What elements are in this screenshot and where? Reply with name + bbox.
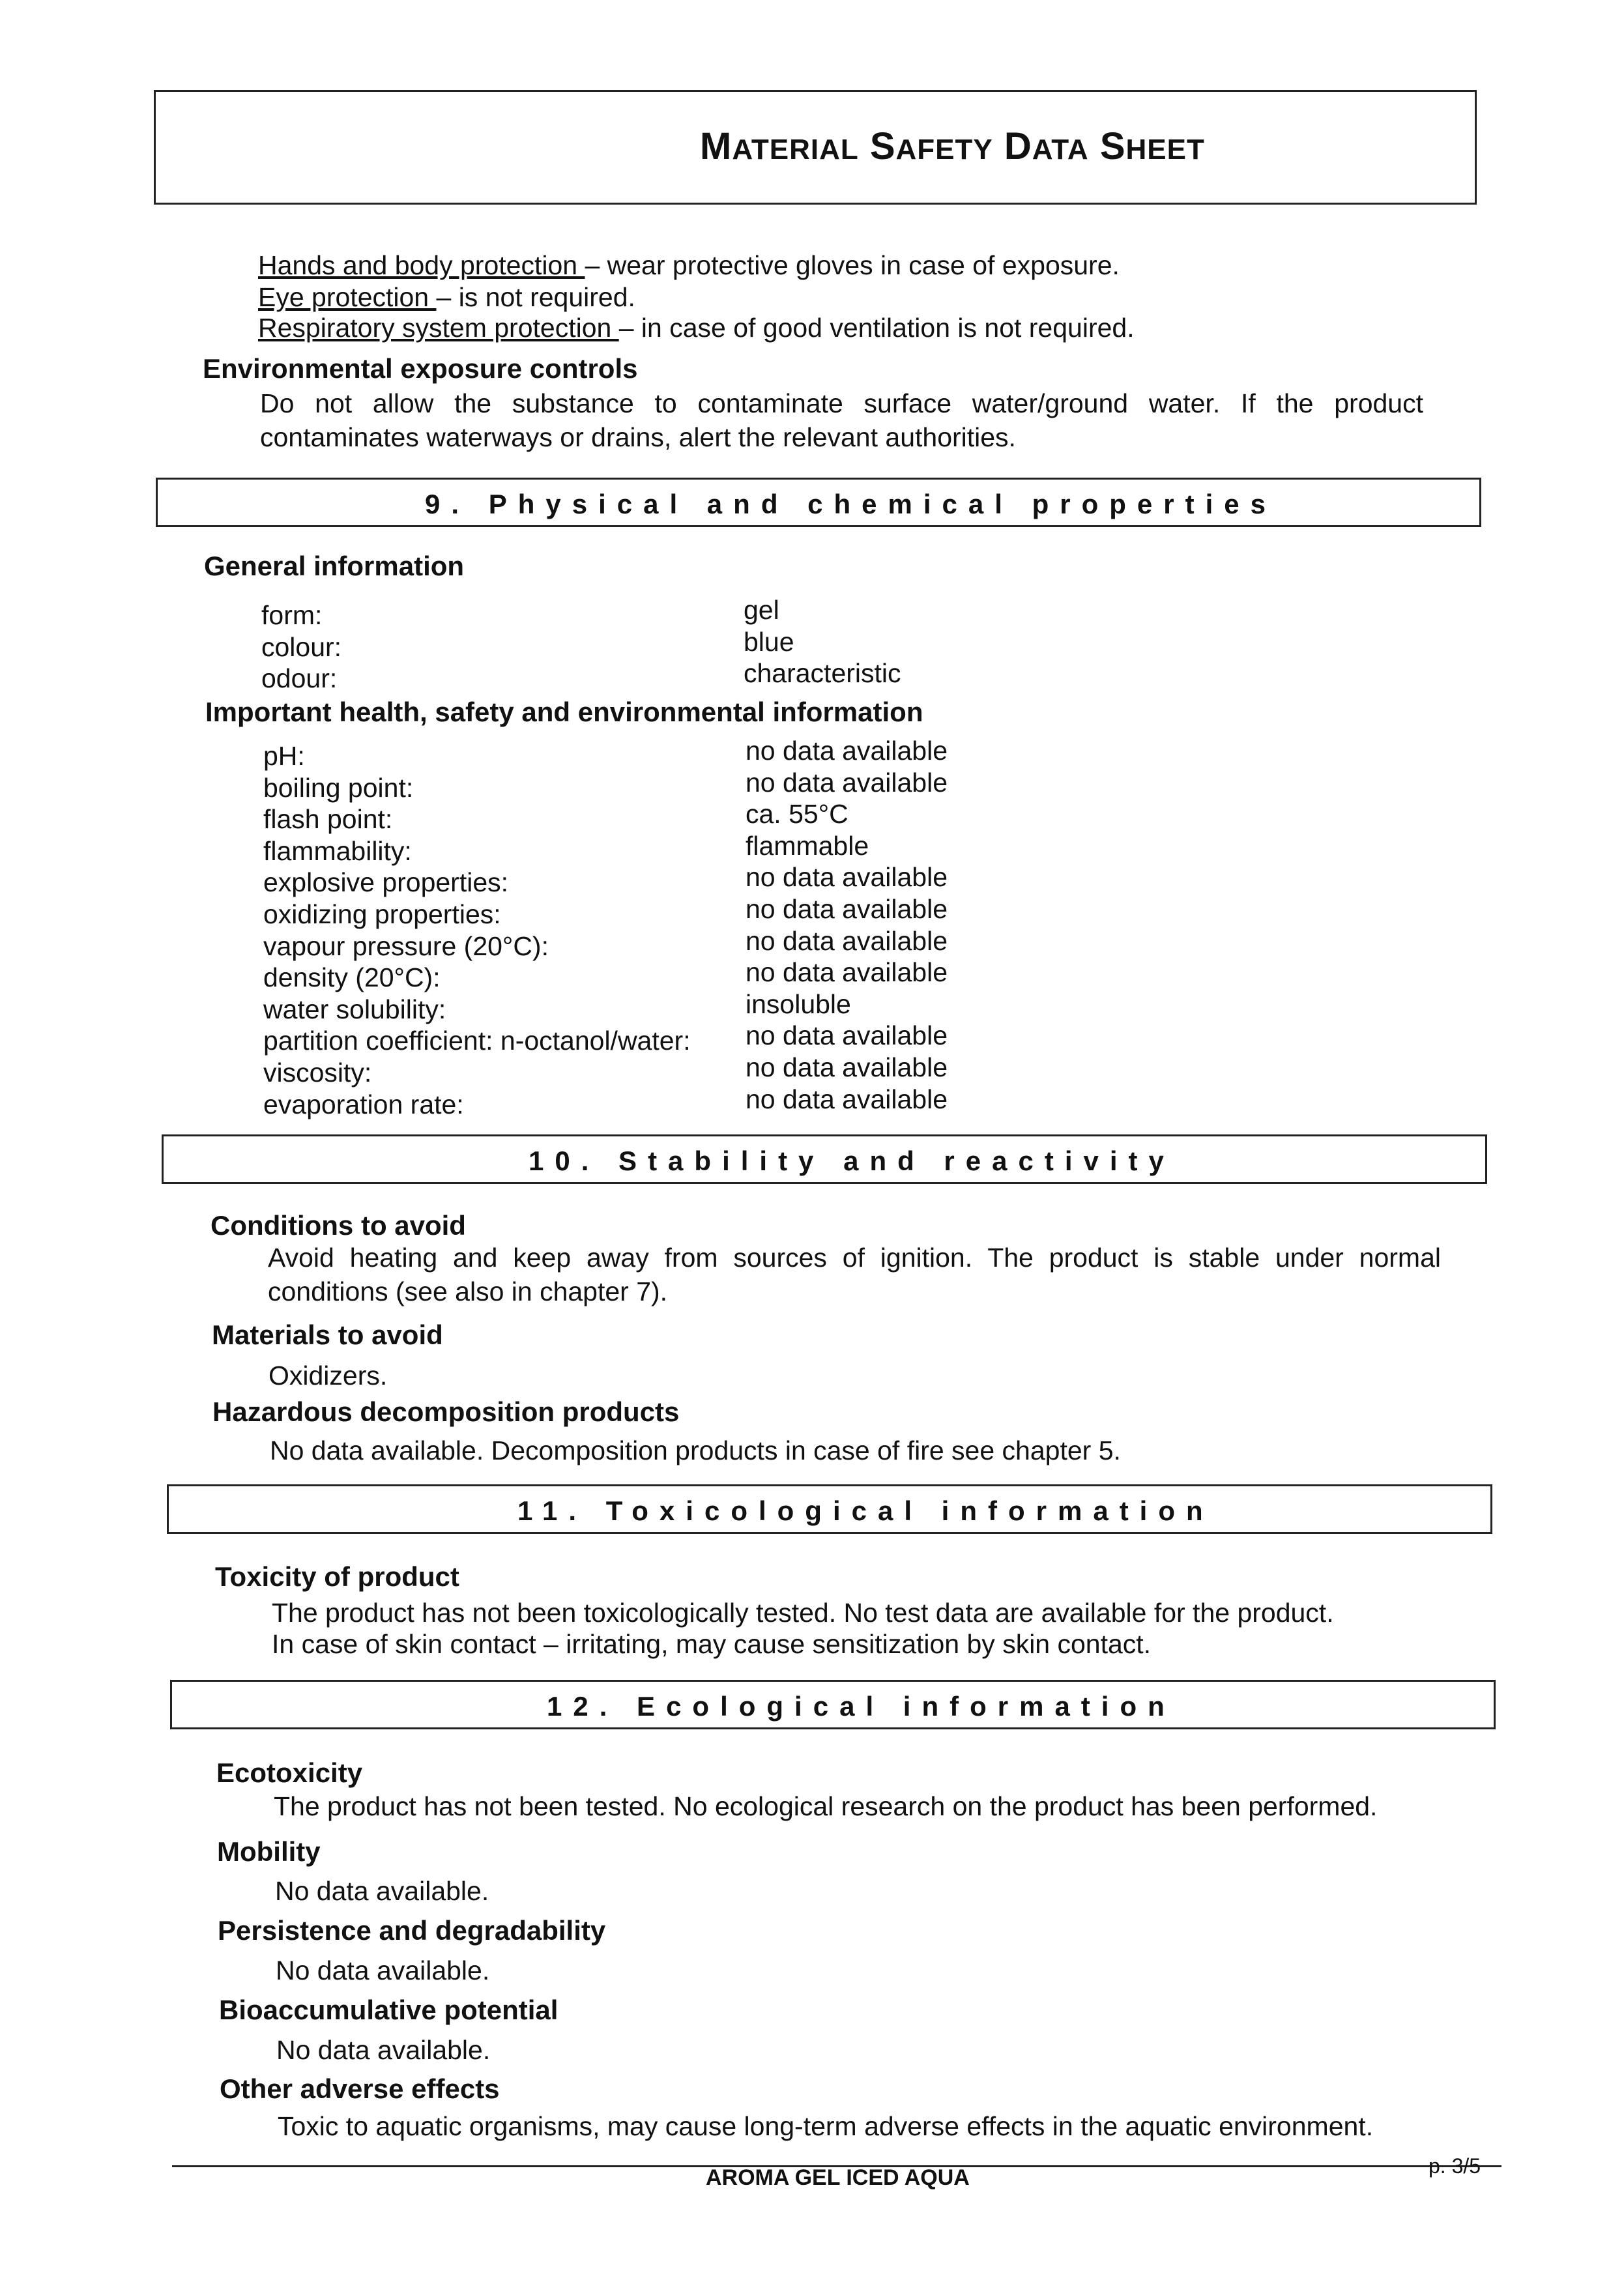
- hands-protection-text: – wear protective gloves in case of exposure.: [585, 250, 1120, 280]
- respiratory-protection-label: Respiratory system protection: [258, 313, 619, 343]
- property-label: viscosity:: [263, 1057, 372, 1088]
- property-label: density (20°C):: [263, 962, 441, 993]
- property-value: no data available: [746, 893, 948, 924]
- hazardous-decomposition-text: No data available. Decomposition products in case of fire see chapter 5.: [270, 1435, 1121, 1465]
- property-value: gel: [744, 595, 779, 625]
- property-value: no data available: [746, 1084, 948, 1114]
- persistence-heading: Persistence and degradability: [218, 1915, 606, 1946]
- section-11-header: [167, 1484, 1492, 1534]
- section-11-title: 11. Toxicological information: [517, 1495, 1214, 1526]
- footer-page-number: p. 3/5: [1428, 2154, 1481, 2178]
- respiratory-protection-text: – in case of good ventilation is not required.: [618, 313, 1135, 343]
- persistence-text: No data available.: [276, 1955, 490, 1985]
- section-9-title: 9. Physical and chemical properties: [425, 489, 1277, 519]
- ecotoxicity-text: The product has not been tested. No ecological research on the product has been performed.: [274, 1791, 1378, 1821]
- conditions-to-avoid-line-2: conditions (see also in chapter 7).: [268, 1276, 668, 1306]
- hands-protection-line: [258, 248, 1120, 282]
- mobility-text: No data available.: [275, 1876, 489, 1906]
- section-9-header: [156, 478, 1481, 527]
- eye-protection-text: – is not required.: [436, 282, 635, 312]
- property-value: no data available: [746, 767, 948, 798]
- property-value: insoluble: [746, 988, 851, 1019]
- section-10-header: [162, 1134, 1487, 1184]
- toxicity-heading: Toxicity of product: [215, 1561, 459, 1592]
- property-label: flash point:: [263, 804, 393, 835]
- property-label: explosive properties:: [263, 867, 509, 898]
- bioaccumulative-text: No data available.: [276, 2035, 491, 2065]
- environmental-text-line-2: contaminates waterways or drains, alert the relevant authorities.: [260, 422, 1016, 452]
- property-value: no data available: [746, 1020, 948, 1051]
- eye-protection-label: Eye protection: [258, 282, 437, 312]
- respiratory-protection-line: [258, 311, 1135, 345]
- general-information-heading: General information: [204, 551, 465, 581]
- property-label: partition coefficient: n-octanol/water:: [263, 1026, 691, 1056]
- property-label: odour:: [261, 663, 338, 694]
- other-adverse-effects-text: Toxic to aquatic organisms, may cause long-term adverse effects in the aquatic environment.: [278, 2111, 1374, 2141]
- conditions-to-avoid-heading: Conditions to avoid: [210, 1210, 466, 1241]
- bioaccumulative-heading: Bioaccumulative potential: [219, 1995, 558, 2025]
- property-value: no data available: [746, 1052, 948, 1082]
- property-value: blue: [744, 626, 794, 657]
- property-value: characteristic: [744, 658, 901, 689]
- environmental-text: [260, 386, 1423, 454]
- hands-protection-label: Hands and body protection: [258, 250, 585, 280]
- important-information-heading: Important health, safety and environmental information: [205, 697, 923, 727]
- hazardous-decomposition-heading: Hazardous decomposition products: [212, 1396, 680, 1427]
- materials-to-avoid-text: Oxidizers.: [268, 1361, 388, 1391]
- other-adverse-effects-heading: Other adverse effects: [220, 2073, 500, 2104]
- eye-protection-line: [258, 280, 635, 314]
- property-value: no data available: [746, 957, 948, 988]
- footer-product-name: AROMA GEL ICED AQUA: [706, 2165, 970, 2190]
- property-label: boiling point:: [263, 772, 414, 803]
- environmental-text-line-1: Do not allow the substance to contaminate surface water/ground water. If the product: [260, 388, 1423, 418]
- property-label: vapour pressure (20°C):: [263, 930, 549, 961]
- toxicity-text-2: In case of skin contact – irritating, may cause sensitization by skin contact.: [272, 1629, 1152, 1659]
- property-label: evaporation rate:: [263, 1089, 464, 1119]
- header-box: [154, 90, 1477, 205]
- mobility-heading: Mobility: [217, 1836, 321, 1867]
- section-10-title: 10. Stability and reactivity: [529, 1146, 1175, 1176]
- conditions-to-avoid-text: [268, 1241, 1441, 1308]
- property-value: ca. 55°C: [746, 799, 848, 829]
- property-label: pH:: [263, 741, 305, 771]
- property-value: flammable: [746, 830, 869, 861]
- property-value: no data available: [746, 925, 948, 956]
- property-label: form:: [261, 600, 323, 630]
- property-label: flammability:: [263, 835, 412, 866]
- materials-to-avoid-heading: Materials to avoid: [212, 1319, 443, 1350]
- conditions-to-avoid-line-1: Avoid heating and keep away from sources of ignition. The product is stable under normal: [268, 1243, 1441, 1273]
- section-12-title: 12. Ecological information: [547, 1691, 1176, 1722]
- property-label: water solubility:: [263, 994, 446, 1024]
- toxicity-text-1: The product has not been toxicologically tested. No test data are available for the product.: [272, 1598, 1334, 1628]
- property-label: colour:: [261, 631, 342, 662]
- section-12-header: [170, 1680, 1496, 1729]
- property-label: oxidizing properties:: [263, 899, 501, 929]
- environmental-heading: Environmental exposure controls: [203, 353, 638, 384]
- ecotoxicity-heading: Ecotoxicity: [216, 1757, 363, 1788]
- property-value: no data available: [746, 736, 948, 766]
- document-title: MATERIAL SAFETY DATA SHEET: [700, 125, 1205, 167]
- property-value: no data available: [746, 862, 948, 893]
